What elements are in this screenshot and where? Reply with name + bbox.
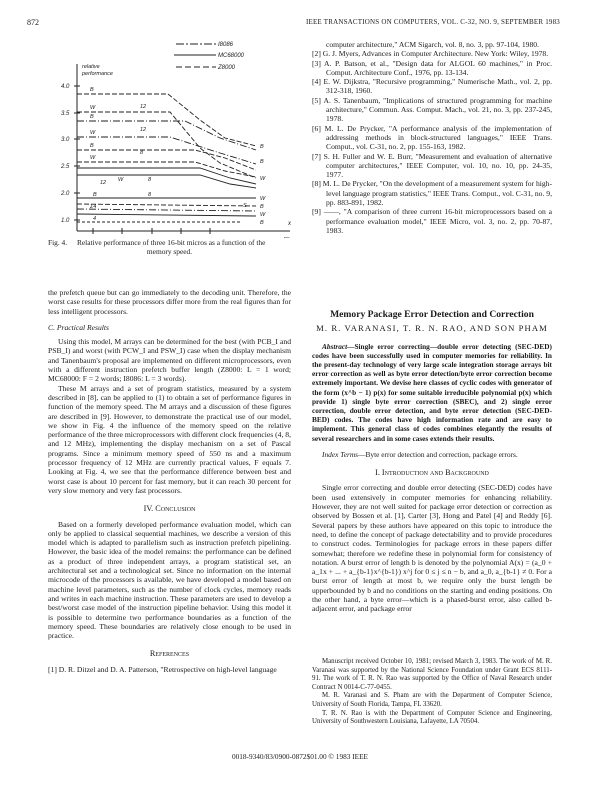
- svg-text:8: 8: [148, 192, 152, 198]
- journal-title: IEEE TRANSACTIONS ON COMPUTERS, VOL. C-32, NO. 9, SEPTEMBER 1983: [305, 18, 560, 26]
- paragraph: These M arrays and a set of program statistics, measured by a system described in [8], can be applied to (1) to obtain a set of performance figures in function of the memory speed. The M arrays and a discussion of these figures are described in [9]. However, to demonstrate the practical use of our model, we show in Fig. 4 the influence of the memory speed on the relative performance of the three microprocessors with different clock frequencies (4, 8, and 12 MHz), implementing the display mechanism on a set of Pascal programs. Since a minimum memory speed of 550 ns and a maximum processor frequency of 12 MHz are currently practical values, F equals 7. Looking at Fig. 4, we see that the performance difference between best and worst case is about 10 percent for fast memory, but it can reach 30 percent for very slow memory and very fast processors.: [48, 383, 291, 495]
- svg-text:2.5: 2.5: [61, 164, 70, 170]
- section-heading-references: References: [149, 649, 190, 659]
- svg-text:W: W: [260, 212, 266, 218]
- paragraph: Based on a formerly developed performance evaluation model, which can only be applied to classical sequential machines, we describe a version of this model which is adapted to parallelism such as instruction prefetch pipelining. However, the basic idea of the model remains: the performance can be defined as a product of three independent arrays, a program statistical set, an architectural set and a technological set. Since no information on the internal microcode of the processors is available, we have developed a model based on machine level parameters, such as the number of clock cycles, memory reads and writes in each machine instruction. These parameters are used to develop a best/worst case model of the instruction pipeline behavior. Using this model it is possible to determine two performance boundaries as a function of the memory speed. These boundaries are relatively close enough to be used in practice.: [48, 519, 291, 641]
- reference-item: [4] E. W. Dijkstra, "Recursive programming," Numerische Math., vol. 2, pp. 312-318, 1960.: [312, 77, 552, 96]
- running-header: [0, 14, 600, 28]
- abstract: [312, 342, 552, 443]
- section-heading-conclusion: IV. Conclusion: [143, 504, 196, 514]
- chart-axes: [77, 64, 290, 231]
- figure-label: Fig. 4.: [48, 238, 68, 247]
- svg-text:performance: performance: [82, 71, 113, 77]
- index-terms-text: —Byte error detection and correction, package errors.: [358, 449, 518, 459]
- svg-text:12: 12: [100, 180, 107, 186]
- reference-item: [3] A. P. Batson, et al., "Design data for ALGOL 60 machines," in Proc. Comput. Architecture Conf., 1976, pp. 13-134.: [312, 58, 552, 77]
- figure-caption-text: Relative performance of three 16-bit micros as a function of the: [76, 238, 266, 247]
- svg-text:4.0: 4.0: [61, 84, 70, 90]
- article-block: [312, 310, 552, 614]
- x-ticks: [87, 228, 215, 238]
- index-terms-label: Index Terms: [322, 449, 359, 459]
- left-column: [48, 288, 291, 674]
- svg-text:B: B: [260, 144, 264, 150]
- svg-text:W: W: [90, 105, 96, 111]
- svg-text:3.5: 3.5: [61, 111, 70, 117]
- figure-caption-text-2: memory speed.: [146, 247, 193, 256]
- index-terms: [312, 450, 552, 459]
- y-axis-label: relative: [82, 64, 100, 70]
- svg-text:12: 12: [140, 127, 147, 133]
- page-number: 872: [27, 18, 39, 27]
- svg-text:8: 8: [148, 177, 152, 183]
- svg-text:1.0: 1.0: [61, 218, 70, 224]
- svg-text:8: 8: [140, 150, 144, 156]
- chart-svg: [60, 38, 300, 238]
- abstract-label: Abstract: [322, 341, 348, 351]
- reference-item: [9] ——, "A comparison of three current 16-bit microprocessors based on a performance evaluation model," IEEE Micro, vol. 3, no. 2, pp. 70-87, 1983.: [312, 207, 552, 235]
- footnote: Manuscript received October 10, 1981; revised March 3, 1983. The work of M. R. Varanasi was supported by the National Science Foundation under Grant ECS 8111-91. The work of T. R. N. Rao was supported by the Office of Naval Research under Contract N 0014-C-77-0455.: [312, 658, 552, 691]
- chart-legend: [174, 44, 216, 67]
- svg-text:B: B: [90, 143, 94, 149]
- right-column: [312, 40, 552, 235]
- svg-text:2.0: 2.0: [61, 191, 70, 197]
- paragraph: Using this model, M arrays can be determined for the best (with PCB_I and PSB_I) and worst (with PCW_I and PSW_I) case when the display mechanism and Tanenbaum's proposal are implemented on different microprocessors, even with a different instruction prefetch buffer length (Z8000: L = 1 word; MC68000: F = 2 words; I8086: L = 3 words).: [48, 337, 291, 384]
- article-title: Memory Package Error Detection and Correction: [330, 309, 534, 320]
- reference-item: [8] M. L. De Prycker, "On the development of a measurement system for high-level language program statistics," IEEE Trans. Comput., vol. C-31, no. 9, pp. 883-891, 1982.: [312, 179, 552, 208]
- footnote: T. R. N. Rao is with the Department of Computer Science and Engineering, University of Southwestern Louisiana, Lafayette, LA 70504.: [312, 709, 552, 726]
- reference-item: [7] S. H. Fuller and W. E. Burr, "Measurement and evaluation of alternative computer architectures," IEEE Computer, vol. 10, no. 10, pp. 24-35, 1977.: [312, 151, 552, 180]
- legend-i8086: I8086: [218, 42, 234, 48]
- figure-caption: [48, 238, 291, 256]
- reference-item: [2] G. J. Myers, Advances in Computer Architecture. New York: Wiley, 1978.: [312, 49, 549, 59]
- svg-text:W: W: [90, 130, 96, 136]
- paragraph: Single error correcting and double error detecting (SEC-DED) codes have been used extensively in computer memories for enhancing reliability. However, they are not well suited for package error detection or correction as observed by Bossen et al. [1], Carter [3], Hong and Patel [4] and Reddy [6]. Several papers by these authors have appeared on this topic to introduce the need, to define the concept of package detectability and to provide procedures to construct codes. Terminologies for package errors in these papers differ somewhat; therefore we redefine these in polynomial form for consistency of notation. A burst error of length b is denoted by the polynomial A(x) = (a_0 + a_1x + ... + a_{b-1}x^{b-1}) x^j for 0 ≤ j ≤ n − b, and a_0, a_{b-1} ≠ 0. For a burst error of length at most b, we require only the burst length be upperbounded by b and no conditions on the starting and ending positions. On the other hand, a byte error—which is a phased-burst error, also called b-adjacent error, and package error: [312, 483, 552, 614]
- figure-4-chart: [60, 38, 300, 238]
- svg-text:B: B: [93, 192, 97, 198]
- abstract-text: —Single error correcting—double error detecting (SEC-DED) codes have been successfully used in computer memories for reliability. In the present-day technology of very large scale integration storage arrays bit error correction as well as byte error detection/byte error correction become extremely important. We devise here classes of cyclic codes with generator of the form (x^b − 1) p(x) for some suitable irreducible polynomial p(x) which provide 1) single byte error correction (SBEC), and 2) single error correction, double error detection, and byte error detection (SEC-DED-BED) codes. The codes have high information rate and are easy to implement. This general class of codes combines elegantly the results of several researchers and in some cases extends their results.: [312, 341, 552, 443]
- footnotes: [312, 658, 552, 727]
- svg-text:W: W: [260, 176, 266, 182]
- svg-text:12: 12: [140, 104, 147, 110]
- svg-text:Σ4: Σ4: [90, 204, 97, 210]
- svg-text:B: B: [260, 159, 264, 165]
- chart-series: [77, 94, 256, 222]
- copyright-footer: 0018-9340/83/0900-0872$01.00 © 1983 IEEE: [231, 752, 369, 761]
- svg-text:W: W: [90, 155, 96, 161]
- svg-text:B: B: [260, 220, 264, 226]
- svg-text:W: W: [260, 196, 266, 202]
- reference-item: [1] D. R. Ditzel and D. A. Patterson, "Retrospective on high-level language: [48, 664, 277, 674]
- svg-text:W: W: [118, 177, 124, 183]
- reference-item: [5] A. S. Tanenbaum, "Implications of structured programming for machine architecture," Commun. Ass. Comput. Mach., vol. 21, no. 3, pp. 237-245, 1978.: [312, 95, 552, 124]
- svg-text:B: B: [260, 204, 264, 210]
- svg-text:3.0: 3.0: [61, 137, 70, 143]
- legend-z8000: Z8000: [218, 65, 236, 71]
- reference-item: [6] M. L. De Prycker, "A performance analysis of the implementation of addressing methods in block-structured languages," IEEE Trans. Comput., vol. C-31, no. 2, pp. 155-163, 1982.: [312, 123, 552, 152]
- reference-item: computer architecture," ACM Sigarch, vol. 8, no. 3, pp. 97-104, 1980.: [326, 40, 539, 49]
- svg-text:B: B: [90, 114, 94, 120]
- x-axis-symbol: x: [288, 221, 291, 227]
- svg-text:S: S: [243, 203, 247, 209]
- article-authors: M. R. VARANASI, T. R. N. RAO, AND SON PHAM: [316, 323, 548, 334]
- footnote: M. R. Varanasi and S. Pham are with the Department of Computer Science, University of South Florida, Tampa, FL 33620.: [312, 692, 552, 708]
- svg-text:4: 4: [93, 216, 97, 222]
- subsection-heading: C. Practical Results: [48, 322, 109, 332]
- section-heading-introduction: I. Introduction and Background: [375, 468, 489, 478]
- paragraph: the prefetch queue but can go immediately to the decoding unit. Therefore, the worst case results for these processors differ more from the real figures than for less intelligent processors.: [48, 288, 291, 316]
- legend-mc68000: MC68000: [218, 53, 245, 59]
- svg-text:B: B: [90, 87, 94, 93]
